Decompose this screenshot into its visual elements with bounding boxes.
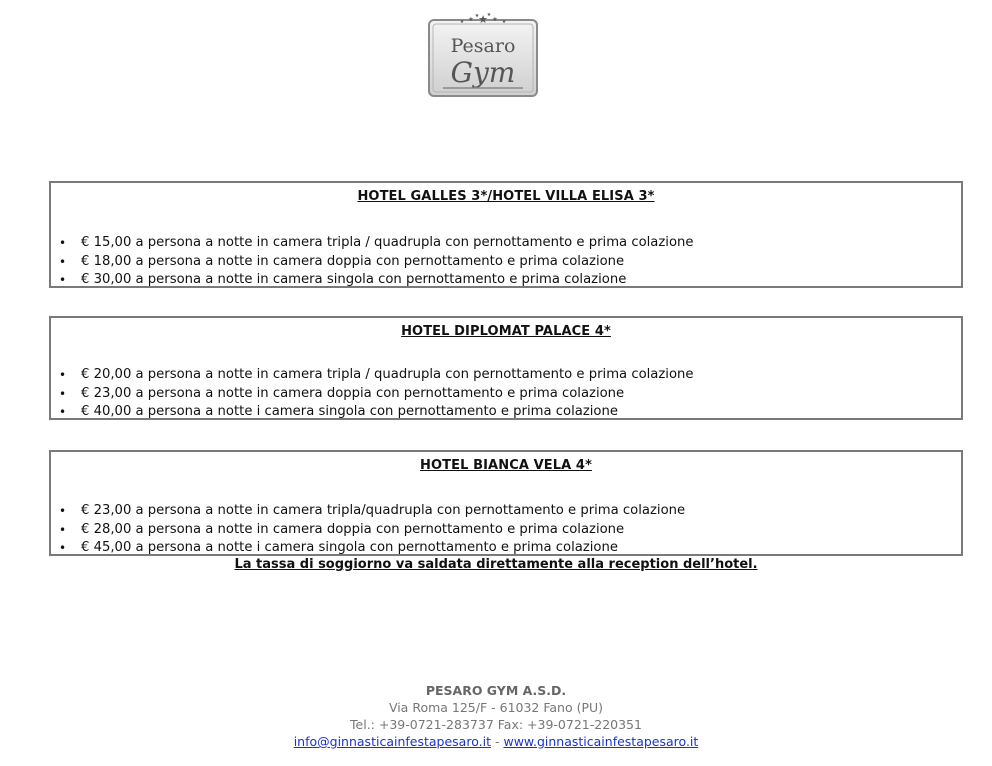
- svg-text:★: ★: [478, 13, 488, 26]
- bullet-icon: •: [59, 368, 67, 382]
- svg-text:★: ★: [474, 13, 480, 19]
- footer-org-name: PESARO GYM A.S.D.: [425, 683, 567, 698]
- footer-separator: -: [494, 734, 500, 749]
- bullet-icon: •: [59, 405, 67, 419]
- email-link[interactable]: info@ginnasticainfestapesaro.it: [293, 734, 491, 749]
- bullet-icon: •: [59, 254, 67, 269]
- bullet-icon: •: [59, 273, 67, 287]
- footer-address: Via Roma 125/F - 61032 Fano (PU): [388, 700, 604, 715]
- rate-item: • € 23,00 a persona a notte in camera doppia con pernottamento e prima colazione: [51, 385, 961, 404]
- pesaro-gym-logo: [427, 10, 539, 98]
- tax-note: La tassa di soggiorno va saldata direttamente alla reception dell’hotel.: [234, 557, 758, 572]
- svg-text:★: ★: [501, 19, 507, 25]
- hotel-box-bianca-vela: [49, 450, 963, 556]
- rate-item: • € 18,00 a persona a notte in camera doppia con pernottamento e prima colazione: [51, 253, 961, 272]
- rate-item: • € 23,00 a persona a notte in camera tripla/quadrupla con pernottamento e prima colazione: [51, 502, 961, 521]
- bullet-icon: •: [59, 236, 67, 250]
- hotel-box-galles-villa-elisa: [49, 181, 963, 288]
- footer-links: [0, 733, 992, 750]
- hotel-box-diplomat-palace: [49, 316, 963, 420]
- rate-list: [51, 234, 961, 290]
- footer: [0, 682, 992, 750]
- rate-list: [51, 366, 961, 422]
- svg-text:★: ★: [468, 16, 474, 23]
- svg-text:★: ★: [492, 16, 498, 23]
- hotel-title: HOTEL BIANCA VELA 4*: [420, 458, 592, 473]
- rate-item: • € 40,00 a persona a notte i camera singola con pernottamento e prima colazione: [51, 403, 961, 422]
- bullet-icon: •: [59, 504, 67, 518]
- rate-item: • € 20,00 a persona a notte in camera tripla / quadrupla con pernottamento e prima colazione: [51, 366, 961, 385]
- bullet-icon: •: [59, 522, 67, 537]
- svg-text:★: ★: [459, 19, 465, 25]
- hotel-title: HOTEL GALLES 3*/HOTEL VILLA ELISA 3*: [357, 189, 655, 204]
- rate-list: [51, 502, 961, 558]
- bullet-icon: •: [59, 386, 67, 401]
- footer-contact: Tel.: +39-0721-283737 Fax: +39-0721-220351: [350, 717, 642, 732]
- logo-text-pesaro: Pesaro: [450, 35, 516, 57]
- rate-item: • € 45,00 a persona a notte i camera singola con pernottamento e prima colazione: [51, 539, 961, 558]
- hotel-title: HOTEL DIPLOMAT PALACE 4*: [401, 324, 611, 339]
- bullet-icon: •: [59, 541, 67, 555]
- svg-text:★: ★: [486, 12, 492, 18]
- rate-item: • € 28,00 a persona a notte in camera doppia con pernottamento e prima colazione: [51, 521, 961, 540]
- rate-item: • € 15,00 a persona a notte in camera tripla / quadrupla con pernottamento e prima colazione: [51, 234, 961, 253]
- website-link[interactable]: www.ginnasticainfestapesaro.it: [503, 734, 699, 749]
- rate-item: • € 30,00 a persona a notte in camera singola con pernottamento e prima colazione: [51, 271, 961, 290]
- logo-text-gym: Gym: [450, 56, 516, 89]
